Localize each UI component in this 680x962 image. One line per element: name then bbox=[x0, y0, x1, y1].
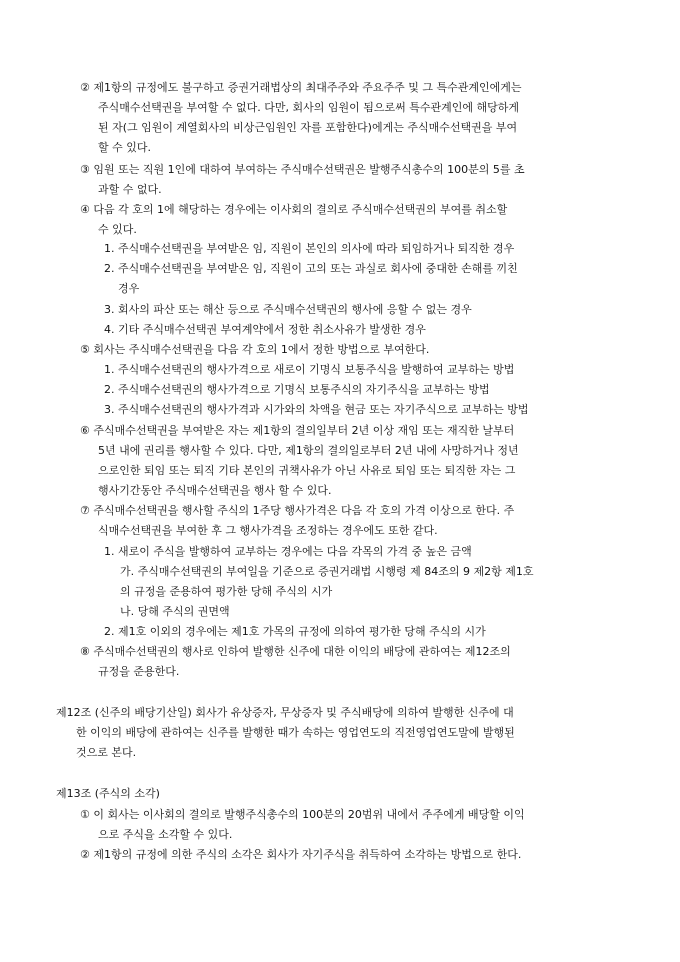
text-line: 으로 주식을 소각할 수 있다. bbox=[98, 828, 233, 841]
text-line: 행사기간동안 주식매수선택권을 행사 할 수 있다. bbox=[98, 484, 332, 497]
list-item: 2. 주식매수선택권의 행사가격으로 기명식 보통주식의 자기주식을 교부하는 방법 bbox=[104, 383, 490, 396]
text-line: 것으로 본다. bbox=[76, 746, 137, 759]
sub-list-item: 나. 당해 주식의 권면액 bbox=[120, 605, 230, 618]
text-line: ⑤ 회사는 주식매수선택권을 다음 각 호의 1에서 정한 방법으로 부여한다. bbox=[80, 343, 430, 356]
text-line: 규정을 준용한다. bbox=[98, 665, 180, 678]
sub-list-item: 가. 주식매수선택권의 부여일을 기준으로 증권거래법 시행령 제 84조의 9 제2항 제1호 bbox=[120, 565, 534, 578]
list-item-continuation: 경우 bbox=[118, 282, 140, 295]
text-line: 주식매수선택권을 부여할 수 없다. 다만, 회사의 임원이 됨으로써 특수관계인에 해당하게 bbox=[98, 101, 519, 114]
text-line: ④ 다음 각 호의 1에 해당하는 경우에는 이사회의 결의로 주식매수선택권의 부여를 취소할 bbox=[80, 203, 508, 216]
text-line: 5년 내에 권리를 행사할 수 있다. 다만, 제1항의 결의일로부터 2년 내에 사망하거나 정년 bbox=[98, 444, 519, 457]
text-line: ③ 임원 또는 직원 1인에 대하여 부여하는 주식매수선택권은 발행주식총수의 100분의 5를 초 bbox=[80, 163, 525, 176]
text-line: ⑥ 주식매수선택권을 부여받은 자는 제1항의 결의일부터 2년 이상 재임 또는 재직한 날부터 bbox=[80, 424, 515, 437]
list-item: 3. 주식매수선택권의 행사가격과 시가와의 차액을 현금 또는 자기주식으로 교부하는 방법 bbox=[104, 403, 529, 416]
text-line: 할 수 있다. bbox=[98, 141, 151, 154]
text-line: 된 자(그 임원이 계열회사의 비상근임원인 자를 포함한다)에게는 주식매수선택권을 부여 bbox=[98, 121, 518, 134]
list-item: 1. 새로이 주식을 발행하여 교부하는 경우에는 다음 각목의 가격 중 높은 금액 bbox=[104, 545, 472, 558]
text-line: 한 이익의 배당에 관하여는 신주를 발행한 때가 속하는 영업연도의 직전영업연도말에 발행된 bbox=[76, 726, 515, 739]
text-line: ② 제1항의 규정에도 불구하고 증권거래법상의 최대주주와 주요주주 및 그 특수관계인에게는 bbox=[80, 81, 522, 94]
text-line: ⑦ 주식매수선택권을 행사할 주식의 1주당 행사가격은 다음 각 호의 가격 이상으로 한다. 주 bbox=[80, 504, 515, 517]
text-line: 과할 수 없다. bbox=[98, 183, 162, 196]
article-heading-line: 제12조 (신주의 배당기산일) 회사가 유상증자, 무상증자 및 주식배당에 의하여 발행한 신주에 대 bbox=[56, 706, 514, 719]
list-item: 3. 회사의 파산 또는 해산 등으로 주식매수선택권의 행사에 응할 수 없는 경우 bbox=[104, 303, 472, 316]
list-item: 2. 제1호 이외의 경우에는 제1호 가목의 규정에 의하여 평가한 당해 주식의 시가 bbox=[104, 625, 486, 638]
list-item: 4. 기타 주식매수선택권 부여계약에서 정한 취소사유가 발생한 경우 bbox=[104, 323, 426, 336]
list-item: 1. 주식매수선택권의 행사가격으로 새로이 기명식 보통주식을 발행하여 교부하는 방법 bbox=[104, 363, 515, 376]
list-item: 1. 주식매수선택권을 부여받은 임, 직원이 본인의 의사에 따라 퇴임하거나 퇴직한 경우 bbox=[104, 242, 515, 255]
article-heading: 제13조 (주식의 소각) bbox=[56, 787, 160, 800]
text-line: 으로인한 퇴임 또는 퇴직 기타 본인의 귀책사유가 아닌 사유로 퇴임 또는 퇴직한 자는 그 bbox=[98, 464, 516, 477]
text-line: 수 있다. bbox=[98, 223, 137, 236]
text-line: ① 이 회사는 이사회의 결의로 발행주식총수의 100분의 20범위 내에서 주주에게 배당할 이익 bbox=[80, 808, 525, 821]
text-line: ② 제1항의 규정에 의한 주식의 소각은 회사가 자기주식을 취득하여 소각하는 방법으로 한다. bbox=[80, 848, 522, 861]
text-line: 식매수선택권을 부여한 후 그 행사가격을 조정하는 경우에도 또한 같다. bbox=[98, 524, 438, 537]
text-line: ⑧ 주식매수선택권의 행사로 인하여 발행한 신주에 대한 이익의 배당에 관하여는 제12조의 bbox=[80, 645, 511, 658]
sub-list-item-continuation: 의 규정을 준용하여 평가한 당해 주식의 시가 bbox=[120, 585, 333, 598]
list-item: 2. 주식매수선택권을 부여받은 임, 직원이 고의 또는 과실로 회사에 중대한 손해를 끼친 bbox=[104, 262, 518, 275]
